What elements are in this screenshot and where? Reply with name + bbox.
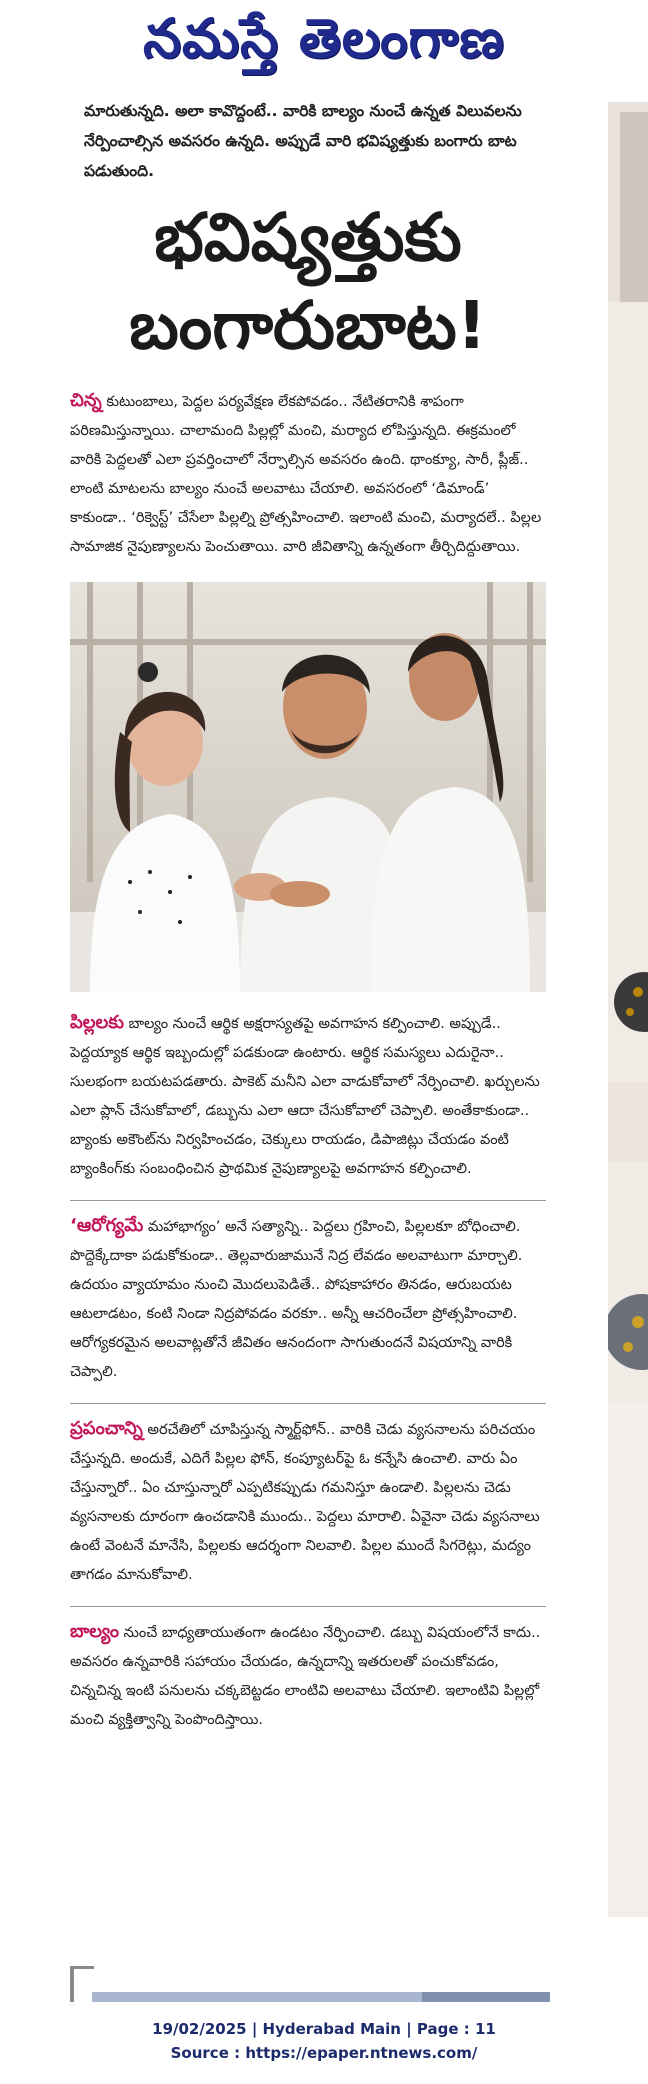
lead-word: చిన్న — [70, 390, 102, 411]
section-5 — [70, 1607, 546, 1743]
source-link[interactable]: Source : https://epaper.ntnews.com/ — [170, 2044, 478, 2062]
section-paragraph — [70, 1414, 546, 1590]
section-text: మహాభాగ్యం’ అనే సత్యాన్ని.. పెద్దలు గ్రహించి, పిల్లలకూ బోధించాలి. పొద్దెక్కేదాకా పడుకోకుండా.. తెల్లవారుజామునే నిద్ర లేవడం అలవాటుగా మార్చాలి. ఉదయం వ్యాయామం నుంచి మొదలుపెడితే.. పోషకాహారం తినడం, ఆరుబయట ఆటలాడటం, కంటి నిండా నిద్రపోవడం వరకూ.. అన్నీ ఆచరించేలా ప్రోత్సహించాలి. ఆరోగ్యకరమైన అలవాట్లతోనే జీవితం ఆనందంగా సాగుతుందనే విషయాన్ని వారికి చెప్పాలి. — [70, 1219, 523, 1380]
family-photo — [70, 582, 546, 992]
next-article-image-edge — [70, 1962, 550, 2002]
footer — [0, 2017, 648, 2065]
masthead — [0, 0, 648, 90]
headline-line-2: బంగారుబాట! — [129, 287, 487, 364]
section-text: నుంచే బాధ్యతాయుతంగా ఉండటం నేర్పించాలి. డబ్బు విషయంలోనే కాదు.. అవసరం ఉన్నవారికి సహాయం చేయడం, ఉన్నదాన్ని ఇతరులతో పంచుకోవడం, చిన్నచిన్న ఇంటి పనులను చక్కబెట్టడం లాంటివి అలవాటు చేయాలి. ఇలాంటివి పిల్లల్లో మంచి వ్యక్తిత్వాన్ని పెంపొందిస్తాయి. — [70, 1625, 541, 1728]
section-2 — [70, 998, 546, 1192]
section-1 — [70, 376, 546, 570]
section-4 — [70, 1404, 546, 1598]
section-text: బాల్యం నుంచే ఆర్థిక అక్షరాస్యతపై అవగాహన కల్పించాలి. అప్పుడే.. పెద్దయ్యాక ఆర్థిక ఇబ్బందుల్లో పడకుండా ఉంటారు. ఆర్థిక సమస్యలు ఎదురైనా.. సులభంగా బయటపడతారు. పాకెట్ మనీని ఎలా వాడుకోవాలో నేర్పించాలి. ఖర్చులను ఎలా ప్లాన్ చేసుకోవాలో, డబ్బును ఎలా ఆదా చేసుకోవాలో చెప్పాలి. అంతేకాకుండా.. బ్యాంకు అకౌంట్‌ను నిర్వహించడం, చెక్కులు రాయడం, డిపాజిట్లు చేయడం వంటి బ్యాంకింగ్‌కు సంబంధించిన ప్రాథమిక నైపుణ్యాలపై అవగాహన కల్పించాలి. — [70, 1016, 540, 1177]
adjacent-article-image — [608, 102, 648, 1917]
edition-info: 19/02/2025 | Hyderabad Main | Page : 11 — [152, 2020, 496, 2038]
lead-word: పిల్లలకు — [70, 1012, 124, 1033]
section-text: కుటుంబాలు, పెద్దల పర్యవేక్షణ లేకపోవడం.. నేటితరానికి శాపంగా పరిణమిస్తున్నాయి. చాలామంది పిల్లల్లో మంచి, మర్యాద లోపిస్తున్నది. ఈక్రమంలో వారికి పెద్దలతో ఎలా ప్రవర్తించాలో నేర్పాల్సిన అవసరం ఉంది. థాంక్యూ, సారీ, ప్లీజ్.. లాంటి మాటలను బాల్యం నుంచే అలవాటు చేయాలి. అవసరంలో ‘డిమాండ్’ కాకుండా.. ‘రిక్వెస్ట్’ చేసేలా పిల్లల్ని ప్రోత్సహించాలి. ఇలాంటి మంచి, మర్యాదలే.. పిల్లల సామాజిక నైపుణ్యాలను పెంచుతాయి. వారి జీవితాన్ని ఉన్నతంగా తీర్చిదిద్దుతాయి. — [70, 394, 542, 555]
section-paragraph — [70, 1008, 546, 1184]
intro-paragraph: మారుతున్నది. అలా కావొద్దంటే.. వారికి బాల్యం నుంచే ఉన్నత విలువలను నేర్పించాల్సిన అవసరం ఉన్నది. అప్పుడే వారి భవిష్యత్తుకు బంగారు బాట పడుతుంది. — [84, 102, 522, 180]
headline-line-1: భవిష్యత్తుకు — [154, 199, 462, 276]
adjacent-article-strip — [608, 102, 648, 1917]
section-paragraph — [70, 1211, 546, 1387]
section-paragraph — [70, 1617, 546, 1735]
lead-word: ప్రపంచాన్ని — [70, 1418, 143, 1439]
newspaper-title: నమస్తే తెలంగాణ — [143, 6, 505, 70]
section-3 — [70, 1201, 546, 1395]
article — [70, 90, 546, 1743]
lead-word: బాల్యం — [70, 1621, 120, 1642]
family-photo-illustration — [70, 582, 546, 992]
headline — [70, 194, 546, 370]
lead-word: ‘ఆరోగ్యమే — [70, 1215, 144, 1236]
section-text: అరచేతిలో చూపిస్తున్న స్మార్ట్‌ఫోన్.. వారికి చెడు వ్యసనాలను పరిచయం చేస్తున్నది. అందుకే, ఎదిగే పిల్లల ఫోన్, కంప్యూటర్‌పై ఓ కన్నేసి ఉంచాలి. వారు ఏం చేస్తున్నారో.. ఏం చూస్తున్నారో ఎప్పటికప్పుడు గమనిస్తూ ఉండాలి. పిల్లలను చెడు వ్యసనాలకు దూరంగా ఉంచడానికి ముందు.. పెద్దలు మారాలి. ఏవైనా చెడు వ్యసనాలు ఉంటే వెంటనే మానేసి, పిల్లలకు ఆదర్శంగా నిలవాలి. పిల్లల ముందే సిగరెట్లు, మద్యం తాగడం మానుకోవాలి. — [70, 1422, 540, 1583]
next-article-image — [70, 1962, 550, 2002]
section-paragraph — [70, 386, 546, 562]
